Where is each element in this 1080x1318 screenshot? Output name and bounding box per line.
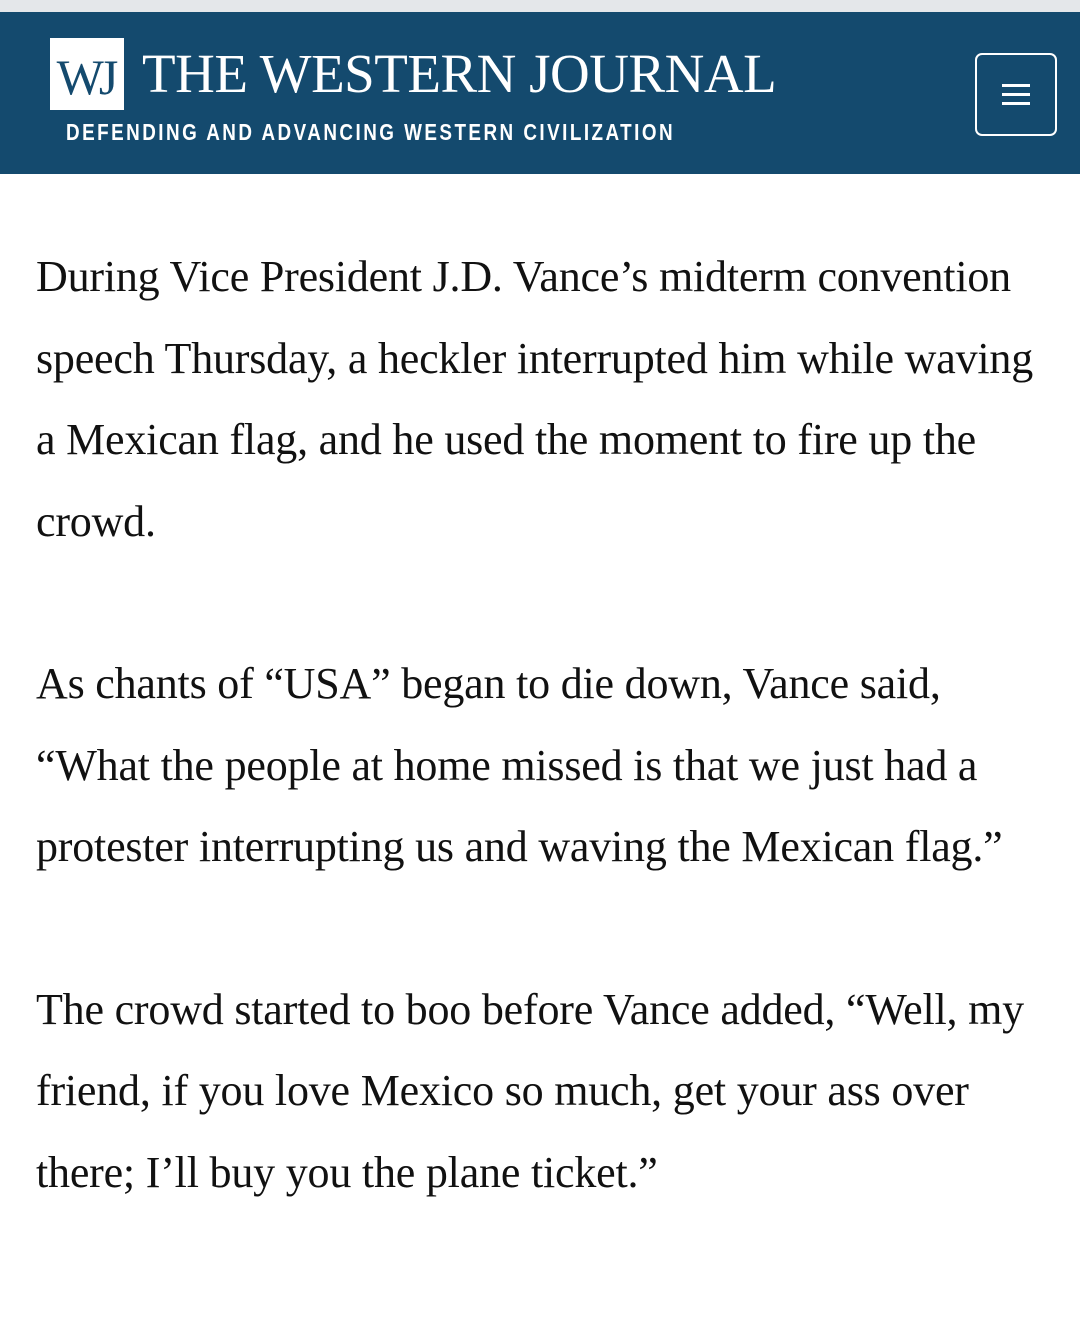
- site-tagline: DEFENDING AND ADVANCING WESTERN CIVILIZATION: [66, 119, 676, 145]
- article-body: [36, 236, 1046, 1294]
- hamburger-menu-icon: [1002, 82, 1030, 108]
- menu-button[interactable]: [975, 53, 1057, 136]
- status-bar-strip: [0, 0, 1080, 12]
- article-paragraph: During Vice President J.D. Vance’s midterm convention speech Thursday, a heckler interrupted him while waving a Mexican flag, and he used the moment to fire up the crowd.: [36, 252, 1034, 546]
- site-logo[interactable]: [50, 38, 124, 110]
- article-paragraph: The crowd started to boo before Vance added, “Well, my friend, if you love Mexico so much, get your ass over there; I’ll buy you the plane ticket.”: [36, 984, 1024, 1197]
- logo-letters: WJ: [56, 49, 114, 105]
- article-paragraph: As chants of “USA” began to die down, Vance said, “What the people at home missed is that we just had a protester interrupting us and waving the Mexican flag.”: [36, 659, 1003, 871]
- site-title[interactable]: THE WESTERN JOURNAL: [142, 43, 777, 104]
- site-header: [0, 12, 1080, 174]
